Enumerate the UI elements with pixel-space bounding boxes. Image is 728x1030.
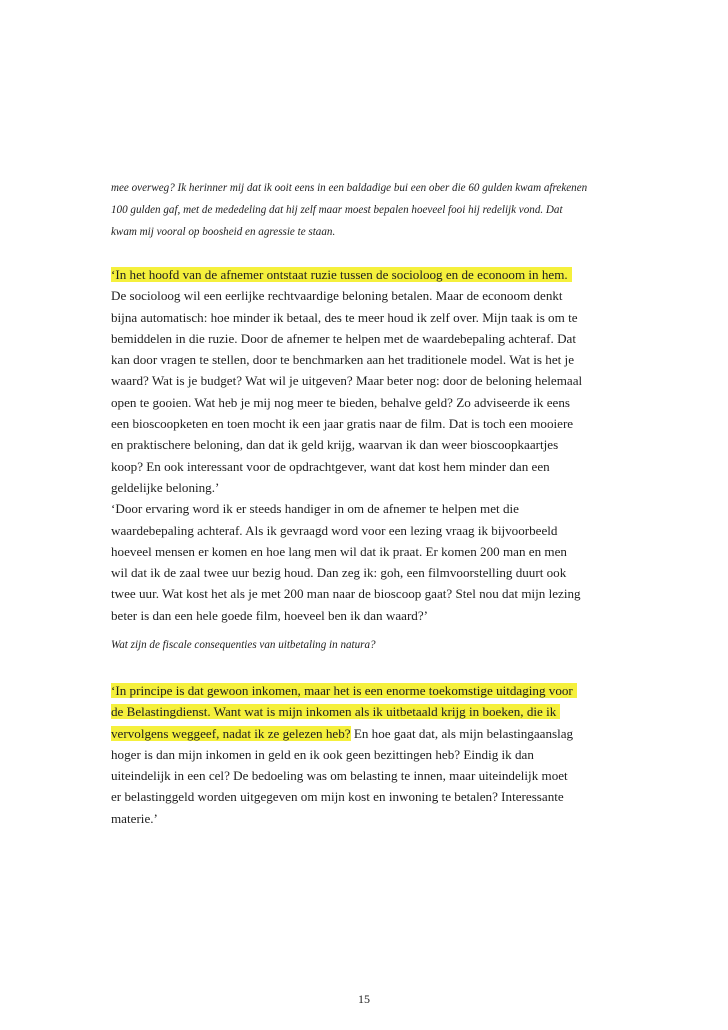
highlight-mark: de Belastingdienst. Want wat is mijn inkomen als ik uitbetaald krijg in boeken, die ik (111, 704, 560, 719)
highlighted-line (111, 264, 603, 285)
text-line: wil dat ik de zaal twee uur bezig houd. Dan zeg ik: goh, een filmvoorstelling duurt ook (111, 565, 567, 581)
text-line: hoger is dan mijn inkomen in geld en ik ook geen bezittingen heb? Eindig ik dan (111, 746, 534, 762)
intro-question (111, 177, 603, 243)
highlight-mark: ‘In principe is dat gewoon inkomen, maar het is een enorme toekomstige uitdaging voor (111, 683, 577, 698)
highlight-mark: ‘In het hoofd van de afnemer ontstaat ruzie tussen de socioloog en de econoom in hem. (111, 267, 572, 282)
text-line: er belastinggeld worden uitgegeven om mijn kost en inwoning te betalen? Interessante (111, 789, 564, 805)
text-line: hoeveel mensen er komen en hoe lang men wil dat ik praat. Er komen 200 man en men (111, 543, 567, 559)
text-line: beter is dan een hele goede film, hoeveel ben ik dan waard?’ (111, 607, 429, 623)
mixed-line (111, 723, 603, 744)
text-line: bemiddelen in die ruzie. Door de afnemer te helpen met de waardebepaling achteraf. Dat (111, 330, 576, 346)
text-line: geldelijke beloning.’ (111, 479, 220, 495)
text-line: waard? Wat is je budget? Wat wil je uitgeven? Maar beter nog: door de beloning helemaal (111, 373, 583, 389)
text-line: De socioloog wil een eerlijke rechtvaardige beloning betalen. Maar de econoom denkt (111, 288, 563, 304)
answer-two (111, 680, 603, 829)
page-number: 15 (358, 992, 370, 1006)
text-line: twee uur. Wat kost het als je met 200 man naar de bioscoop gaat? Stel nou dat mijn lezing (111, 586, 581, 602)
text-fragment: En hoe gaat dat, als mijn belastingaanslag (350, 725, 574, 741)
text-line: bijna automatisch: hoe minder ik betaal, des te meer houd ik zelf over. Mijn taak is om te (111, 309, 578, 325)
text-line: waardebepaling achteraf. Als ik gevraagd word voor een lezing vraag ik bijvoorbeeld (111, 522, 558, 538)
text-line: materie.’ (111, 810, 158, 826)
text-line: kan door vragen te stellen, door te benchmarken aan het traditionele model. Wat is het je (111, 352, 575, 368)
answer-one (111, 264, 603, 626)
highlight-mark: vervolgens weggeef, nadat ik ze gelezen heb? (111, 725, 351, 741)
highlighted-line (111, 680, 603, 701)
highlighted-line (111, 701, 603, 722)
text-line: open te gooien. Wat heb je mij nog meer te bieden, behalve geld? Zo adviseerde ik eens (111, 394, 571, 410)
text-line: uiteindelijk in een cel? De bedoeling was om belasting te innen, maar uiteindelijk moet (111, 768, 568, 784)
text-line: Wat zijn de fiscale consequenties van uitbetaling in natura? (111, 639, 376, 651)
text-line: ‘Door ervaring word ik er steeds handiger in om de afnemer te helpen met die (111, 501, 519, 517)
text-line: koop? En ook interessant voor de opdrachtgever, want dat kost hem minder dan een (111, 458, 550, 474)
text-line: kwam mij vooral op boosheid en agressie te staan. (111, 226, 336, 238)
text-line: en praktischere beloning, dan dat ik geld krijg, waarvan ik dan weer bioscoopkaartjes (111, 437, 559, 453)
text-line: 100 gulden gaf, met de mededeling dat hij zelf maar moest bepalen hoeveel fooi hij redelijk vond. Dat (111, 204, 563, 216)
text-line: mee overweg? Ik herinner mij dat ik ooit eens in een baldadige bui een ober die 60 gulden kwam afrekenen (111, 182, 588, 194)
text-line: een bioscoopketen en toen mocht ik een jaar gratis naar de film. Dat is toch een mooiere (111, 416, 574, 432)
question-two (111, 634, 603, 656)
